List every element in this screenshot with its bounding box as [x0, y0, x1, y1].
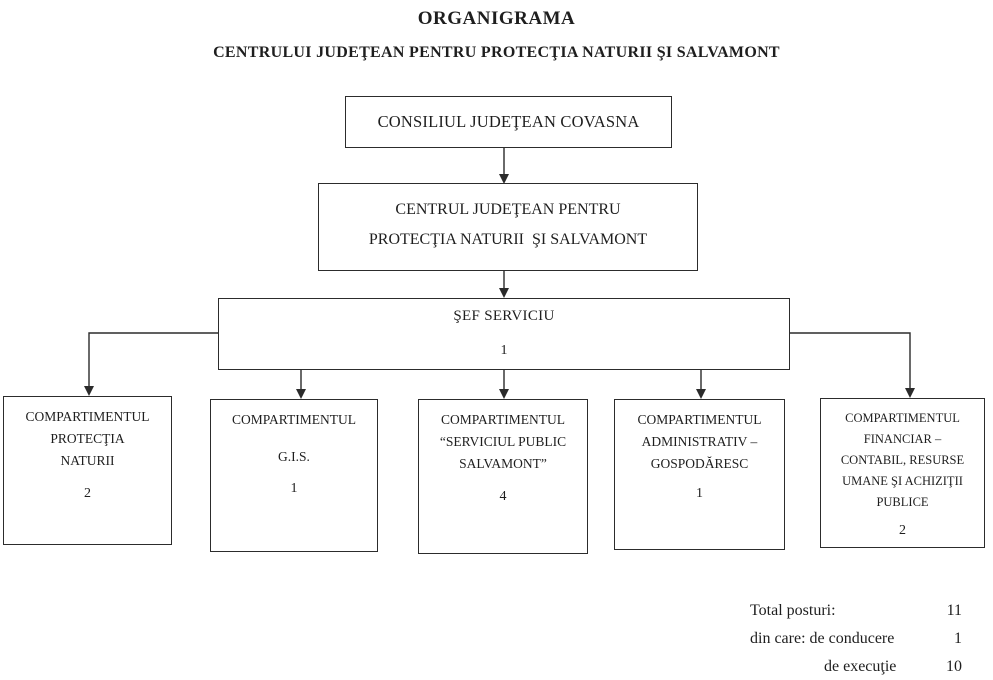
page-title: ORGANIGRAMA: [417, 8, 576, 29]
dept-line: COMPARTIMENTUL: [441, 412, 565, 427]
dept-line: “SERVICIUL PUBLIC: [439, 434, 567, 449]
totals-value: 10: [946, 658, 962, 675]
node-sef-serviciu: [218, 298, 790, 370]
dept-line: GOSPODĂRESC: [650, 456, 749, 471]
totals-row: [750, 597, 962, 625]
dept-line: SALVAMONT”: [459, 456, 547, 471]
dept-count: 4: [499, 489, 507, 504]
totals-label: din care: de conducere: [750, 630, 895, 647]
dept-line: G.I.S.: [278, 449, 310, 464]
dept-count: 2: [899, 523, 906, 538]
totals-label: de execuţie: [824, 658, 897, 675]
dept-line: NATURII: [60, 453, 115, 468]
connector-sef-dept5: [790, 333, 910, 389]
dept-count: 1: [290, 481, 298, 496]
dept-administrativ-gospodaresc: [614, 399, 785, 550]
dept-line: FINANCIAR –: [863, 432, 942, 446]
arrowhead-dept1: [84, 386, 94, 396]
totals-row: [750, 625, 962, 653]
dept-line: PUBLICE: [876, 495, 929, 509]
arrowhead-dept4: [696, 389, 706, 399]
dept-line: COMPARTIMENTUL: [637, 412, 762, 427]
dept-gis: [210, 399, 378, 552]
dept-line: UMANE ŞI ACHIZIŢII: [842, 474, 963, 488]
dept-line: COMPARTIMENTUL: [25, 409, 150, 424]
dept-serviciul-public-salvamont: [418, 399, 588, 554]
dept-count: 2: [84, 486, 91, 501]
connector-sef-dept1: [89, 333, 218, 387]
dept-title: [211, 400, 377, 468]
dept-count: 1: [696, 486, 703, 501]
dept-title: [419, 400, 587, 475]
dept-title: [4, 397, 171, 472]
node-consiliul-judetean: [345, 96, 672, 148]
node-consiliul-label: CONSILIUL JUDEŢEAN COVASNA: [377, 112, 640, 131]
totals-row: [750, 653, 962, 680]
dept-protectia-naturii: [3, 396, 172, 545]
arrowhead-sef: [499, 288, 509, 298]
arrowhead-dept2: [296, 389, 306, 399]
arrowhead-dept5: [905, 388, 915, 398]
arrowhead-dept3: [499, 389, 509, 399]
node-centrul-line2: PROTECŢIA NATURII ŞI SALVAMONT: [368, 231, 648, 248]
totals-value: 11: [946, 602, 962, 619]
dept-line: COMPARTIMENTUL: [845, 411, 960, 425]
dept-line: PROTECŢIA: [50, 431, 125, 446]
dept-title: [821, 399, 984, 513]
totals-value: 1: [954, 630, 962, 647]
dept-title: [615, 400, 784, 475]
dept-financiar-contabil: [820, 398, 985, 548]
page-subtitle: CENTRULUI JUDEŢEAN PENTRU PROTECŢIA NATURII ŞI SALVAMONT: [213, 44, 780, 61]
totals-block: [750, 597, 962, 680]
node-centrul-judetean: [318, 183, 698, 271]
node-centrul-line1: CENTRUL JUDEŢEAN PENTRU: [395, 201, 621, 218]
dept-line: COMPARTIMENTUL: [232, 412, 356, 427]
totals-label: Total posturi:: [750, 602, 836, 619]
dept-line: ADMINISTRATIV –: [641, 434, 758, 449]
node-sef-count: 1: [500, 343, 508, 358]
dept-line: CONTABIL, RESURSE: [840, 453, 965, 467]
node-sef-label: ŞEF SERVICIU: [453, 308, 555, 324]
